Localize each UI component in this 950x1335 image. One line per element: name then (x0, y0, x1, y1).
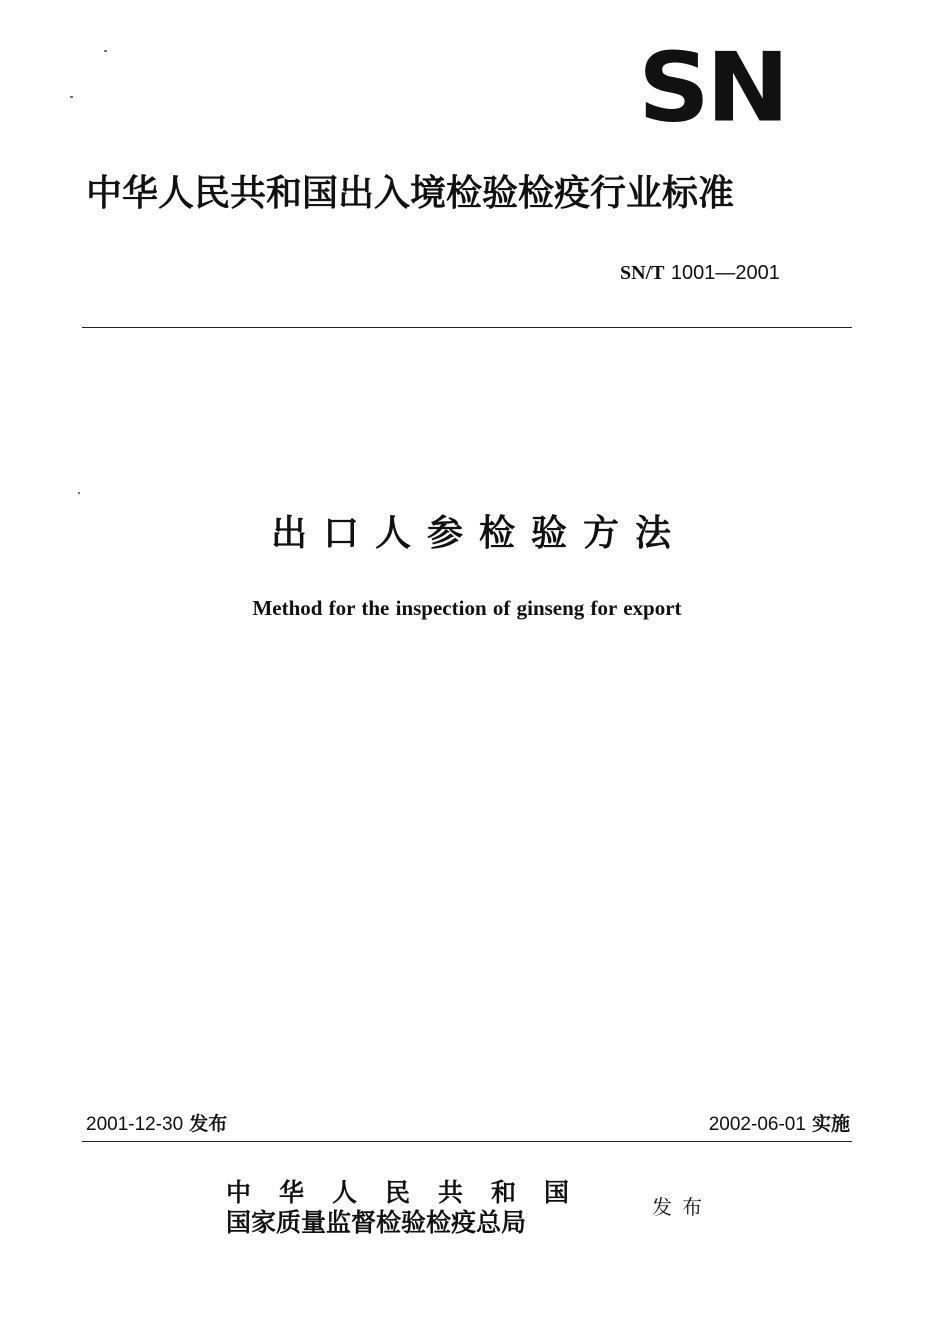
publisher-line-1: 中华人民共和国 (226, 1178, 598, 1207)
issue-date-label: 发布 (189, 1113, 228, 1135)
document-title-chinese: 出口人参检验方法 (270, 513, 687, 554)
document-title-english: Method for the inspection of ginseng for export (252, 596, 682, 620)
implementation-date-value: 2002-06-01 (708, 1114, 806, 1135)
issue-date-value: 2001-12-30 (86, 1114, 184, 1135)
scan-speck (104, 50, 107, 52)
publisher-label: 发布 (652, 1195, 712, 1219)
implementation-date-label: 实施 (811, 1113, 850, 1135)
sn-logo: SN (638, 31, 786, 144)
implementation-date (709, 1110, 850, 1139)
issuing-authority-title: 中华人民共和国出入境检验检疫行业标准 (86, 173, 735, 214)
standard-code: 1001—2001 (670, 262, 780, 284)
publisher-line-2: 国家质量监督检验检疫总局 (226, 1208, 527, 1237)
footer-divider (82, 1141, 852, 1142)
issue-date (86, 1110, 227, 1139)
standard-prefix: SN/T (620, 262, 665, 284)
scan-speck (70, 96, 73, 98)
standard-number (620, 258, 780, 287)
header-divider (82, 327, 852, 328)
scan-speck (78, 492, 80, 494)
